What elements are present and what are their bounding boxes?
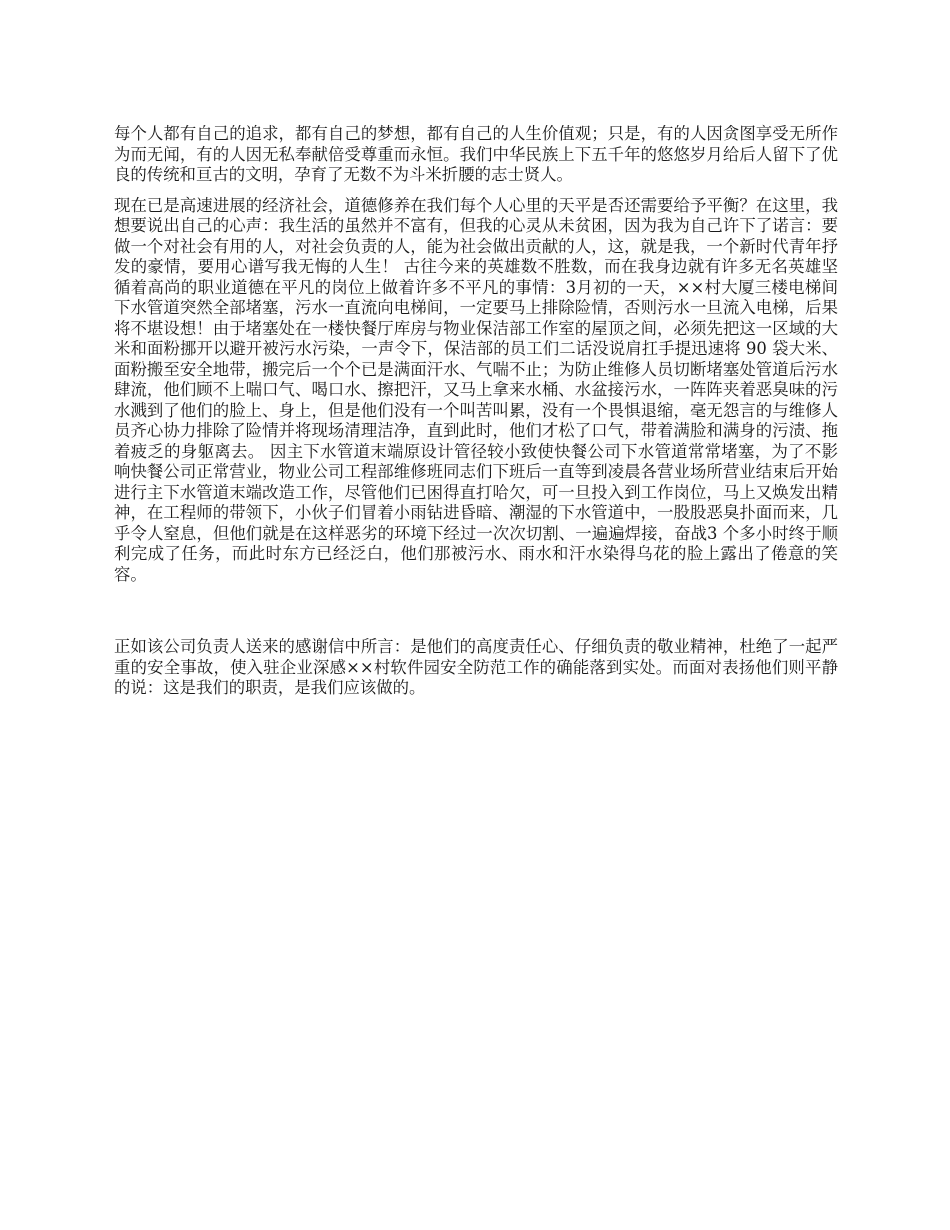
- document-body: [114, 124, 838, 699]
- paragraph-2: 现在已是高速进展的经济社会，道德修养在我们每个人心里的天平是否还需要给予平衡？在这里，我想要说出自己的心声：我生活的虽然并不富有，但我的心灵从未贫困，因为我为自己许下了诺言：要做一个对社会有用的人，对社会负责的人，能为社会做出贡献的人，这，就是我，一个新时代青年抒发的豪情，要用心谱写我无悔的人生！ 古往今来的英雄数不胜数，而在我身边就有许多无名英雄坚循着高尚的职业道德在平凡的岗位上做着许多不平凡的事情：3月初的一天，××村大厦三楼电梯间下水管道突然全部堵塞，污水一直流向电梯间，一定要马上排除险情，否则污水一旦流入电梯，后果将不堪设想！由于堵塞处在一楼快餐厅库房与物业保洁部工作室的屋顶之间，必须先把这一区域的大米和面粉挪开以避开被污水污染，一声令下，保洁部的员工们二话没说肩扛手提迅速将 90 袋大米、面粉搬至安全地带，搬完后一个个已是满面汗水、气喘不止；为防止维修人员切断堵塞处管道后污水肆流，他们顾不上喘口气、喝口水、擦把汗，又马上拿来水桶、水盆接污水，一阵阵夹着恶臭味的污水溅到了他们的脸上、身上，但是他们没有一个叫苦叫累，没有一个畏惧退缩，毫无怨言的与维修人员齐心协力排除了险情并将现场清理洁净，直到此时，他们才松了口气，带着满脸和满身的污渍、拖着疲乏的身躯离去。 因主下水管道末端原设计管径较小致使快餐公司下水管道常常堵塞，为了不影响快餐公司正常营业，物业公司工程部维修班同志们下班后一直等到凌晨各营业场所营业结束后开始进行主下水管道末端改造工作，尽管他们已困得直打哈欠，可一旦投入到工作岗位，马上又焕发出精神，在工程师的带领下，小伙子们冒着小雨钻进昏暗、潮湿的下水管道中，一股股恶臭扑面而来，几乎令人窒息，但他们就是在这样恶劣的环境下经过一次次切割、一遍遍焊接，奋战3 个多小时终于顺利完成了任务，而此时东方已经泛白，他们那被污水、雨水和汗水染得乌花的脸上露出了倦意的笑容。: [114, 195, 838, 584]
- paragraph-3: 正如该公司负责人送来的感谢信中所言：是他们的高度责任心、仔细负责的敬业精神，杜绝了一起严重的安全事故，使入驻企业深感××村软件园安全防范工作的确能落到实处。而面对表扬他们则平静的说：这是我们的职责，是我们应该做的。: [114, 637, 838, 697]
- paragraph-1: 每个人都有自己的追求，都有自己的梦想，都有自己的人生价值观；只是，有的人因贪图享受无所作为而无闻，有的人因无私奉献倍受尊重而永恒。我们中华民族上下五千年的悠悠岁月给后人留下了优良的传统和亘古的文明，孕育了无数不为斗米折腰的志士贤人。: [114, 124, 838, 184]
